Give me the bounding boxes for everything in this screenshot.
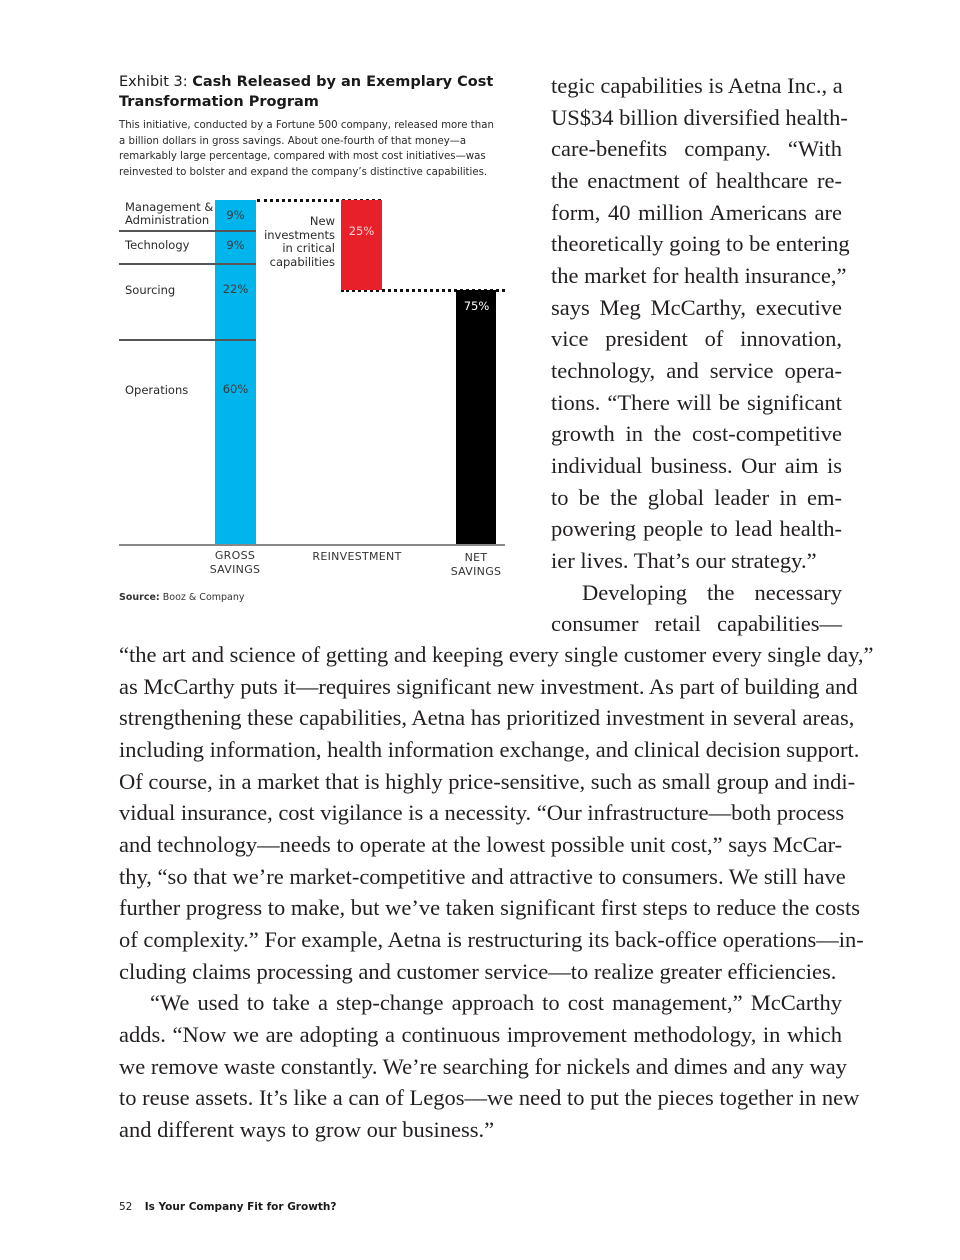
text-line: strengthening these capabilities, Aetna has prioritized investment in several areas, — [119, 705, 855, 731]
text-line: and technology—needs to operate at the lowest possible unit cost,” says McCar- — [119, 831, 843, 857]
pct-sourcing: 22% — [222, 282, 249, 296]
x-label-line: SAVINGS — [209, 562, 261, 576]
reinvestment-annotation — [259, 215, 335, 269]
text-line: individual business. Our aim is — [551, 452, 842, 478]
text-line: growth in the cost-competitive — [551, 421, 842, 447]
segment-label-technology: Technology — [125, 238, 190, 252]
text-line: to reuse assets. It’s like a can of Legos—we need to put the pieces together in new — [119, 1085, 860, 1111]
text-line: as McCarthy puts it—requires significant new investment. As part of building and — [119, 673, 858, 699]
source-value: Booz & Company — [162, 592, 245, 603]
text-line: consumer retail capabilities— — [551, 611, 842, 637]
waterfall-chart — [119, 190, 509, 610]
text-line: cluding claims processing and customer service—to realize greater efficiencies. — [119, 958, 837, 984]
segment-label-operations: Operations — [125, 383, 189, 397]
annotation-line: in critical — [282, 241, 335, 255]
text-line: Developing the necessary — [582, 579, 842, 605]
pct-operations: 60% — [222, 382, 249, 396]
text-line: the market for health insurance,” — [551, 262, 847, 288]
text-line: ier lives. That’s our strategy.” — [551, 547, 817, 573]
text-line: of complexity.” For example, Aetna is restructuring its back-office operations—in- — [119, 926, 864, 952]
text-line: tegic capabilities is Aetna Inc., a — [551, 73, 843, 98]
text-line: and different ways to grow our business.” — [119, 1116, 495, 1142]
segment-label-mgmt — [125, 201, 213, 227]
body-text-full-width — [119, 639, 874, 1146]
text-line: to be the global leader in em- — [551, 484, 842, 510]
text-line: “the art and science of getting and keeping every single customer every single day,” — [119, 642, 874, 667]
text-line: technology, and service opera- — [551, 357, 842, 383]
segment-divider — [119, 263, 256, 265]
text-line: “We used to take a step-change approach to cost management,” McCarthy — [150, 990, 842, 1016]
bar-reinvestment — [341, 200, 382, 290]
text-line: thy, “so that we’re market-competitive and attractive to consumers. We still have — [119, 863, 846, 889]
text-line: Of course, in a market that is highly price-sensitive, such as small group and indi- — [119, 768, 856, 794]
text-line: says Meg McCarthy, executive — [551, 294, 842, 320]
x-label-reinvestment — [301, 550, 413, 564]
pct-net: 75% — [463, 299, 490, 313]
pct-mgmt: 9% — [226, 208, 245, 222]
text-line: including information, health information exchange, and clinical decision support. — [119, 736, 860, 762]
exhibit-label: Exhibit 3: — [119, 74, 188, 90]
x-label-net — [441, 551, 511, 578]
source-label: Source: — [119, 592, 160, 603]
label-line: Administration — [125, 213, 210, 227]
x-axis-baseline — [119, 544, 505, 546]
bar-net-savings — [456, 290, 496, 544]
text-line: theoretically going to be entering — [551, 231, 850, 257]
text-line: vice president of innovation, — [551, 326, 842, 352]
segment-divider — [119, 339, 256, 341]
text-line: vidual insurance, cost vigilance is a necessity. “Our infrastructure—both process — [119, 800, 845, 826]
description-line: This initiative, conducted by a Fortune 500 company, released more than — [119, 120, 494, 131]
x-label-gross — [195, 549, 275, 576]
exhibit-3 — [119, 72, 509, 612]
exhibit-source — [119, 592, 245, 603]
text-line: form, 40 million Americans are — [551, 199, 842, 225]
exhibit-description — [119, 118, 504, 180]
text-line: we remove waste constantly. We’re searching for nickels and dimes and any way — [119, 1053, 847, 1079]
x-label-line: SAVINGS — [450, 564, 502, 578]
page-number: 52 — [119, 1201, 133, 1213]
text-line: the enactment of healthcare re- — [551, 167, 842, 193]
segment-divider — [119, 230, 256, 232]
text-line: powering people to lead health- — [551, 516, 842, 542]
text-line: further progress to make, but we’ve taken significant first steps to reduce the costs — [119, 895, 861, 921]
annotation-line: investments — [264, 227, 335, 242]
x-label-line: REINVESTMENT — [312, 550, 402, 563]
exhibit-title-line1: Cash Released by an Exemplary Cost — [192, 74, 494, 90]
page-footer — [119, 1201, 337, 1213]
label-line: Management & — [125, 200, 214, 214]
exhibit-title — [119, 72, 499, 112]
x-label-line: NET — [464, 551, 488, 564]
pct-technology: 9% — [226, 238, 245, 252]
segment-label-sourcing: Sourcing — [125, 283, 176, 297]
body-text-right-column — [551, 70, 850, 640]
pct-reinvestment: 25% — [348, 224, 375, 238]
exhibit-title-line2: Transformation Program — [119, 94, 319, 110]
text-line: adds. “Now we are adopting a continuous improvement methodology, in which — [119, 1021, 842, 1047]
description-line: a billion dollars in gross savings. About one-fourth of that money—a — [119, 135, 467, 147]
annotation-line: New — [309, 214, 335, 228]
text-line: care-benefits company. “With — [551, 136, 842, 162]
running-title: Is Your Company Fit for Growth? — [144, 1201, 337, 1213]
text-line: tions. “There will be significant — [551, 389, 842, 415]
description-line: remarkably large percentage, compared with most cost initiatives—was — [119, 151, 486, 162]
annotation-line: capabilities — [269, 254, 335, 269]
text-line: US$34 billion diversified health- — [551, 104, 848, 130]
description-line: reinvested to bolster and expand the company’s distinctive capabilities. — [119, 166, 488, 178]
x-label-line: GROSS — [214, 549, 256, 562]
